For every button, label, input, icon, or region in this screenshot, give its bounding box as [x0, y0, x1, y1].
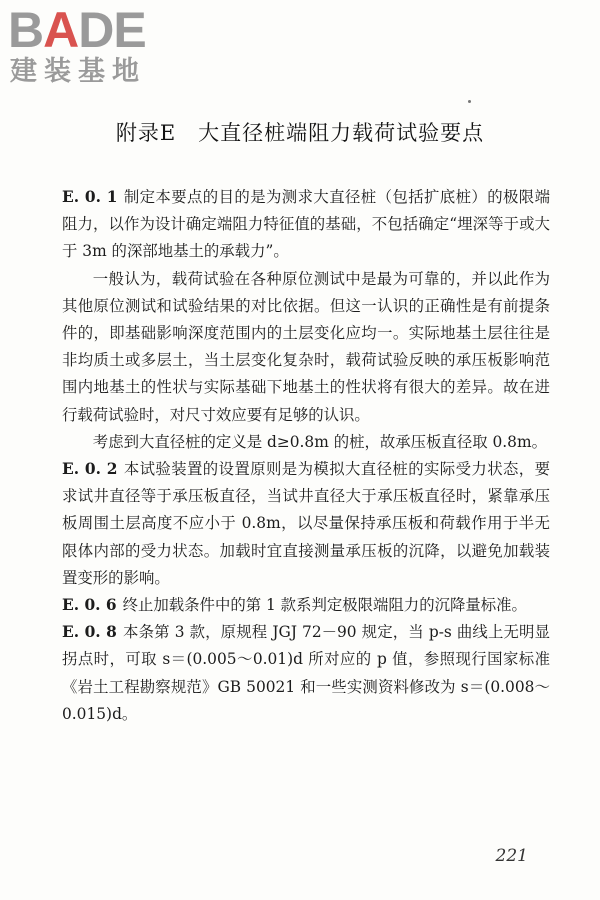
- section-number: E. 0. 2: [62, 460, 118, 479]
- page-number: 221: [495, 846, 528, 866]
- section-number: E. 0. 8: [62, 623, 117, 642]
- page-title: 附录E 大直径桩端阻力载荷试验要点: [115, 121, 485, 145]
- section-number: E. 0. 1: [62, 188, 118, 206]
- paragraph-e06: [62, 592, 550, 619]
- paragraph-text: 制定本要点的目的是为测求大直径桩（包括扩底桩）的极限端阻力，以作为设计确定端阻力特征值的基础，不包括确定“埋深等于或大于 3m 的深部地基土的承载力”。: [62, 188, 550, 261]
- paragraph-text: 本条第 3 款，原规程 JGJ 72－90 规定，当 p-s 曲线上无明显拐点时，可取 s＝(0.005～0.01)d 所对应的 p 值，参照现行国家标准《岩土工程勘察规范》GB 50021 和一些实测资料修改为 s＝(0.008～0.015)d。: [62, 623, 550, 723]
- paragraph-text: 考虑到大直径桩的定义是 d≥0.8m 的桩，故承压板直径取 0.8m。: [92, 432, 547, 451]
- logo-wordmark: BADE: [8, 2, 146, 58]
- paragraph-text: 一般认为，载荷试验在各种原位测试中是最为可靠的，并以此作为其他原位测试和试验结果的对比依据。但这一认识的正确性是有前提条件的，即基础影响深度范围内的土层变化应均一。实际地基土层往往是非均质土或多层土，当土层变化复杂时，载荷试验反映的承压板影响范围内地基土的性状与实际基础下地基土的性状将有很大的差异。故在进行载荷试验时，对尺寸效应要有足够的认识。: [62, 269, 550, 424]
- paragraph-text: 终止加载条件中的第 1 款系判定极限端阻力的沉降量标准。: [122, 596, 527, 615]
- paragraph-e01-cont: [62, 266, 550, 429]
- paragraph-e08: [62, 619, 550, 728]
- paragraph-e02: [62, 456, 550, 592]
- logo-subtitle: 建装基地: [10, 56, 146, 87]
- paragraph-e01-diameter: [62, 429, 550, 456]
- paragraph-e01: [62, 184, 550, 266]
- paragraph-text: 本试验装置的设置原则是为模拟大直径桩的实际受力状态，要求试井直径等于承压板直径，当试井直径大于承压板直径时，紧靠承压板周围土层高度不应小于 0.8m，以尽量保持承压板和荷载作用于半无限体内部的受力状态。加载时宜直接测量承压板的沉降，以避免加载装置变形的影响。: [62, 460, 550, 587]
- body-text: [62, 184, 550, 728]
- scan-speck: [468, 100, 471, 103]
- section-number: E. 0. 6: [62, 596, 117, 615]
- watermark-logo: [8, 4, 178, 90]
